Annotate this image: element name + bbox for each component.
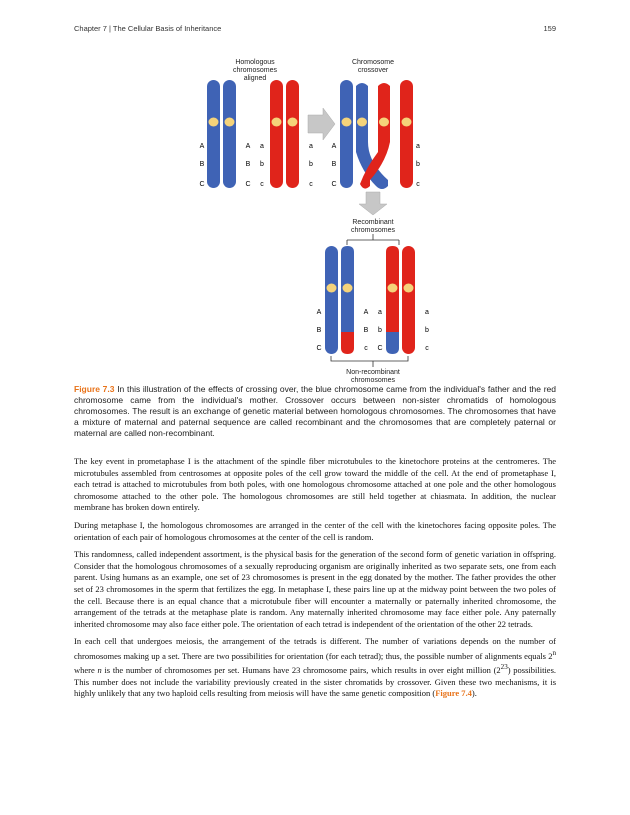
blue-chromosome-pair-1	[207, 80, 236, 188]
figure-caption	[74, 384, 556, 439]
crossing-over-figure	[190, 52, 450, 384]
page-number: 159	[543, 24, 556, 33]
allele-label: a	[378, 309, 382, 316]
crossover-chromosomes	[340, 80, 413, 189]
paragraph: In each cell that undergoes meiosis, the arrangement of the tetrads is different. The number of variations depends on the number of chromosomes making up a set. There are two possibilities for orientation (for each tetrad); thus, the possible number of alignments equals 2$^n$ where n is the number of chromosomes per set. Humans have 23 chromosome pairs, which results in over eight million $(2^{23})$ possibilities. This number does not include the variability previously created in the sister chromatids by crossover. Given these two mechanisms, it is highly unlikely that any two haploid cells resulting from meiosis will have the same genetic composition (Figure 7.4).	[74, 636, 557, 699]
figure-caption-text: In this illustration of the effects of crossing over, the blue chromosome came from the individual's father and the red chromosome came from the individual's mother. Crossover occurs between non-sister chromatids of homologous chromosomes. The result is an exchange of genetic material between homologous chromosomes. The chromosomes that have a mixture of maternal and paternal sequence are called recombinant and the chromosomes that are completely paternal or maternal are called non-recombinant.	[74, 384, 556, 438]
allele-label: C	[199, 181, 205, 188]
allele-label: B	[199, 161, 205, 168]
label-homologous-3: aligned	[243, 75, 267, 82]
label-homologous-1: Homologous	[235, 59, 275, 66]
label-homologous-2: chromosomes	[233, 67, 277, 74]
result-chromosomes	[325, 246, 415, 354]
allele-label: B	[316, 327, 322, 334]
allele-label: A	[245, 143, 251, 150]
allele-label: A	[199, 143, 205, 150]
allele-label: c	[260, 181, 264, 188]
allele-label: C	[245, 181, 251, 188]
allele-label: C	[331, 181, 337, 188]
allele-label: b	[416, 161, 420, 168]
label-recombinant-2: chromosomes	[351, 227, 395, 234]
allele-label: a	[260, 143, 264, 150]
allele-label: C	[316, 345, 322, 352]
label-nonrecombinant-2: chromosomes	[351, 377, 395, 384]
allele-label: b	[260, 161, 264, 168]
label-recombinant-1: Recombinant	[352, 219, 394, 226]
allele-label: c	[309, 181, 313, 188]
allele-label: A	[331, 143, 337, 150]
paragraph: This randomness, called independent assortment, is the physical basis for the generation of the second form of genetic variation in offspring. Consider that the homologous chromosomes of a sexually reproducing organism are originally inherited as two separate sets, one from each parent. Using humans as an example, one set of 23 chromosomes is present in the egg donated by the mother. The father provides the other set of 23 chromosomes in the sperm that fertilizes the egg. In metaphase I, these pairs line up at the midway point between the two poles of the cell. Because there is an equal chance that a microtubule fiber will encounter a maternally or paternally inherited chromosome, the arrangement of the tetrads at the metaphase plate is random. Any maternally inherited chromosome may face either pole. Any paternally inherited chromosome may also face either pole. The orientation of each tetrad is independent of the orientation of the other 22 tetrads.	[74, 549, 556, 629]
nonrecombinant-bracket	[331, 356, 408, 367]
allele-label: c	[416, 181, 420, 188]
paragraph: During metaphase I, the homologous chromosomes are arranged in the center of the cell with the kinetochores facing opposite poles. The orientation of each pair of homologous chromosomes at the center of the cell is random.	[74, 519, 556, 542]
running-header: Chapter 7 | The Cellular Basis of Inheritance	[74, 24, 222, 33]
allele-label: b	[378, 327, 382, 334]
allele-label: B	[245, 161, 251, 168]
figure-caption-label: Figure 7.3	[74, 384, 115, 394]
body-text	[74, 456, 556, 706]
figure-7-4-link[interactable]: Figure 7.4	[435, 688, 472, 699]
allele-label: a	[416, 143, 420, 150]
allele-label: B	[363, 327, 369, 334]
allele-label: A	[316, 309, 322, 316]
label-crossover-2: crossover	[357, 67, 389, 74]
allele-label: A	[363, 309, 369, 316]
label-crossover-1: Chromosome	[351, 59, 395, 66]
allele-label: B	[331, 161, 337, 168]
right-arrow-icon	[308, 108, 335, 140]
label-nonrecombinant-1: Non-recombinant	[346, 369, 400, 376]
allele-label: b	[425, 327, 429, 334]
paragraph: The key event in prometaphase I is the attachment of the spindle fiber microtubules to the kinetochore proteins at the centromeres. The microtubules assembled from centrosomes at opposite poles of the cell grow toward the middle of the cell. At the end of prometaphase I, each tetrad is attached to microtubules from both poles, with one homologous chromosome attached at one pole and the other homologous chromosome attached to the other pole. The homologous chromosomes are still held together at chiasmata. In addition, the nuclear membrane has broken down entirely.	[74, 456, 556, 513]
allele-label: C	[377, 345, 383, 352]
allele-label: a	[425, 309, 429, 316]
allele-label: a	[309, 143, 313, 150]
allele-label: c	[364, 345, 368, 352]
recombinant-bracket	[347, 234, 399, 245]
red-chromosome-pair-1	[270, 80, 299, 188]
down-arrow-icon	[359, 192, 387, 215]
allele-label: b	[309, 161, 313, 168]
allele-label: c	[425, 345, 429, 352]
